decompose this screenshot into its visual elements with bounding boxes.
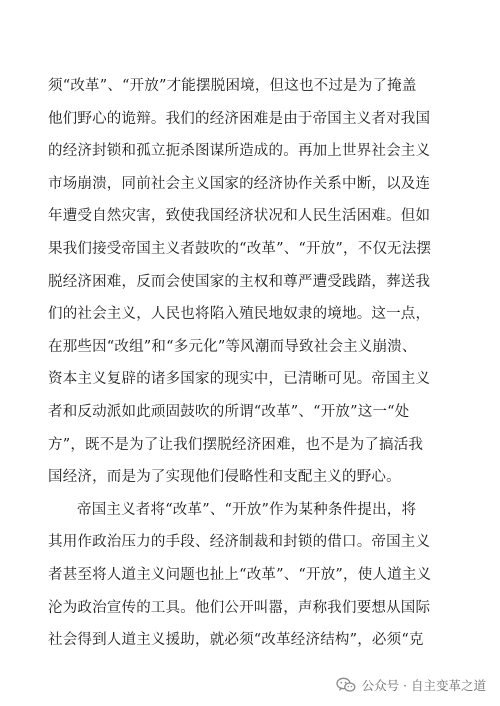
text-line: 方”，既不是为了让我们摆脱经济困难，也不是为了搞活我 [48,436,424,453]
text-line: 脱经济困难，反而会使国家的主权和尊严遭受践踏，葬送我 [48,273,431,290]
text-line: 帝国主义者将“改革”、“开放”作为某种条件提出，将 [77,501,417,518]
wechat-icon [336,677,356,693]
text-line: 国经济，而是为了实现他们侵略性和支配主义的野心。 [48,469,401,486]
text-line: 他们野心的诡辩。我们的经济困难是由于帝国主义者对我国 [48,110,431,127]
paragraph-2 [48,494,452,657]
text-line: 沦为政治宣传的工具。他们公开叫嚣，声称我们要想从国际 [48,599,431,616]
text-line: 的经济封锁和孤立扼杀图谋所造成的。再加上世界社会主义 [48,143,431,160]
text-line: 们的社会主义，人民也将陷入殖民地奴隶的境地。这一点， [48,306,431,323]
paragraph-1 [48,70,452,494]
text-line: 年遭受自然灾害，致使我国经济状况和人民生活困难。但如 [48,208,431,225]
text-line: 须“改革”、“开放”才能摆脱困境，但这也不过是为了掩盖 [48,78,417,94]
wechat-watermark [336,676,486,694]
text-line: 者甚至将人道主义问题也扯上“改革”、“开放”，使人道主义 [48,566,432,583]
text-line: 社会得到人道主义援助，就必须“改革经济结构”，必须“克 [48,632,424,649]
text-line: 市场崩溃，同前社会主义国家的经济协作关系中断，以及连 [48,175,431,192]
text-line: 其用作政治压力的手段、经济制裁和封锁的借口。帝国主义 [48,534,431,551]
text-line: 资本主义复辟的诸多国家的现实中，已清晰可见。帝国主义 [48,371,431,388]
text-line: 果我们接受帝国主义者鼓吹的“改革”、“开放”，不仅无法摆 [48,240,432,257]
text-line: 者和反动派如此顽固鼓吹的所谓“改革”、“开放”这一“处 [48,403,410,420]
watermark-text: 公众号 · 自主变革之道 [361,678,486,693]
document-body [48,70,452,657]
text-line: 在那些因“改组”和“多元化”等风潮而导致社会主义崩溃、 [48,338,417,355]
